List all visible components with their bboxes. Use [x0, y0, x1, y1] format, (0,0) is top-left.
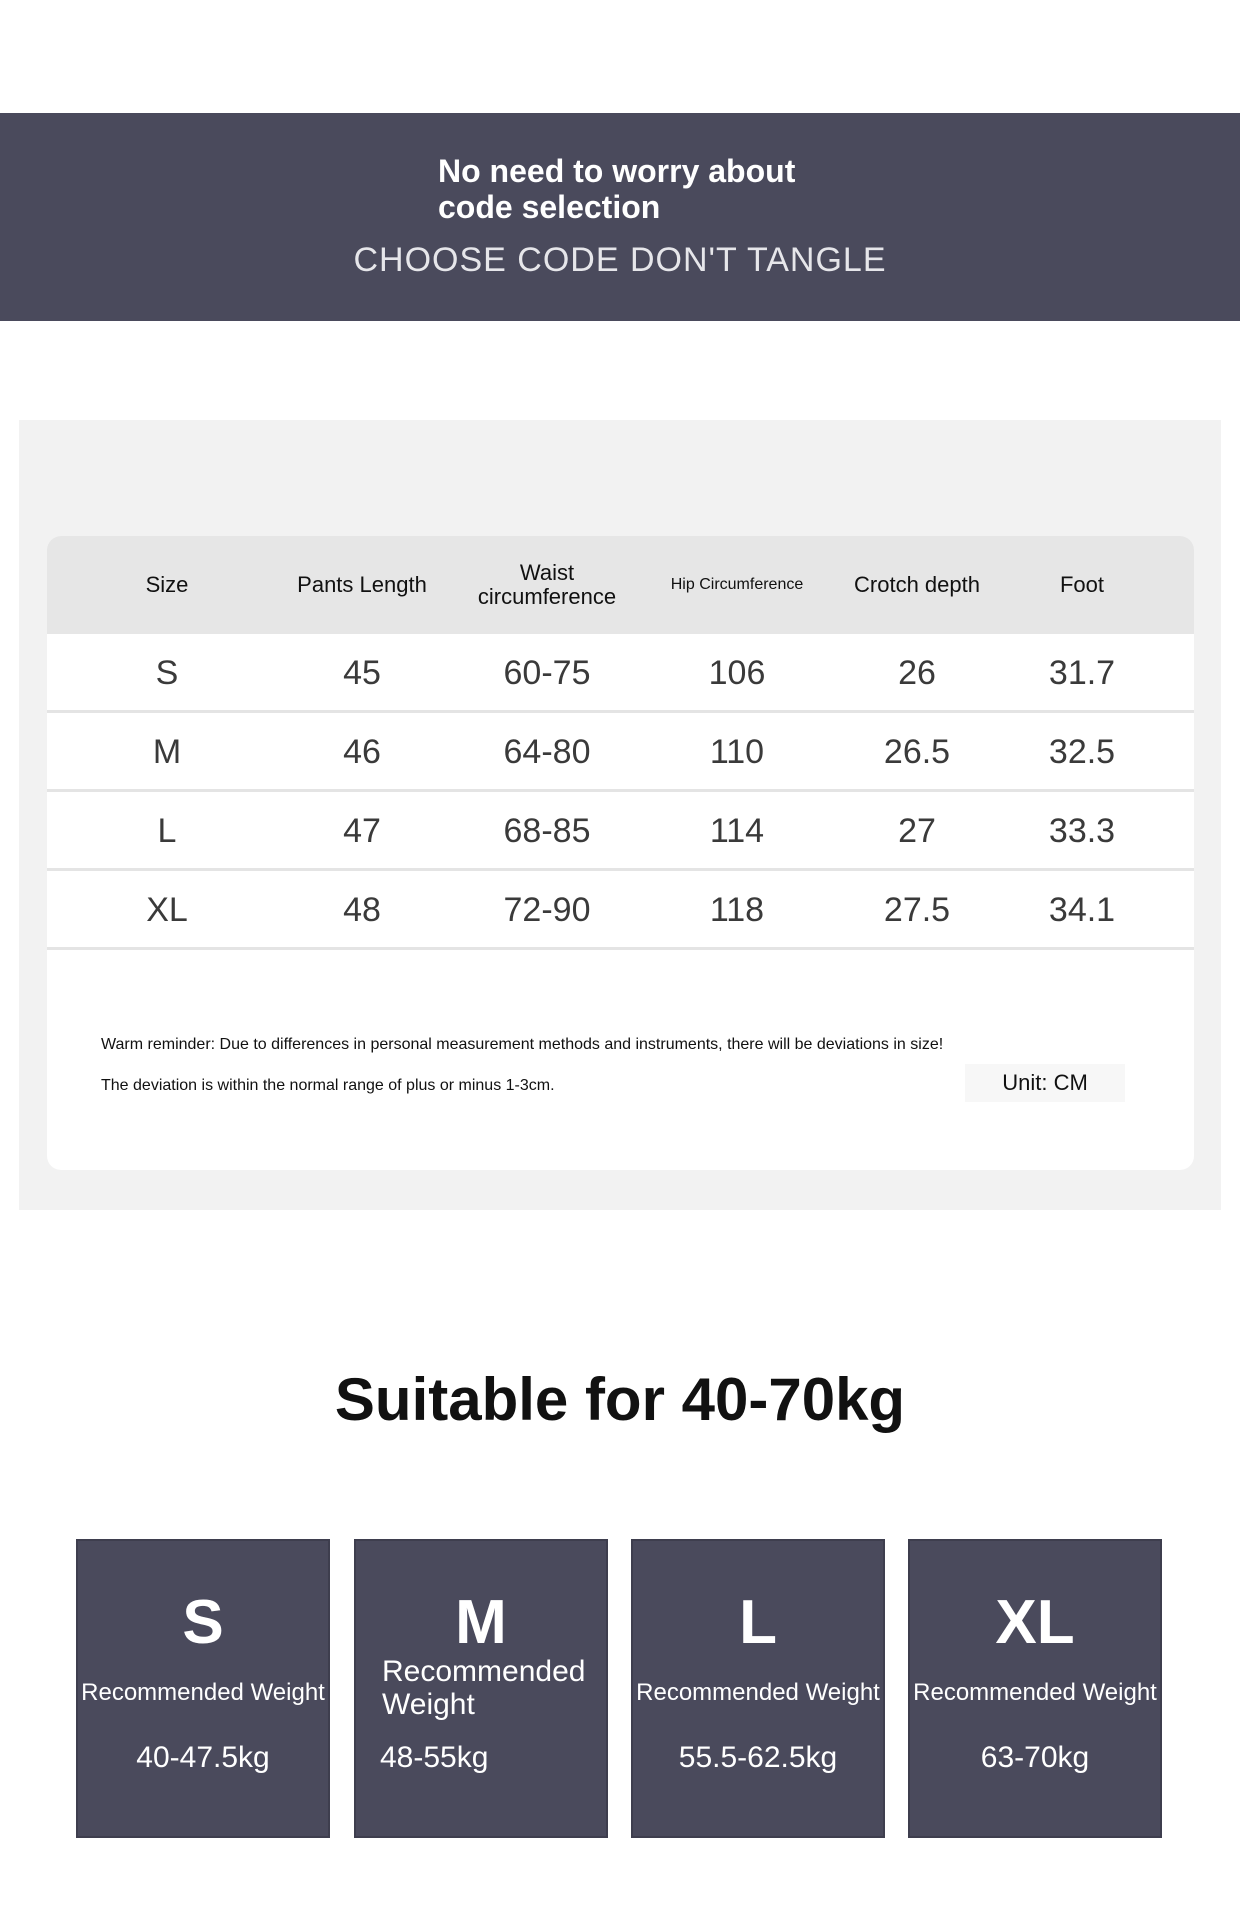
card-size-label: S [182, 1588, 224, 1657]
cell-pants-length: 48 [343, 891, 381, 929]
header-size: Size [145, 572, 189, 597]
cell-pants-length: 45 [343, 654, 381, 692]
cell-size: S [155, 654, 179, 692]
cell-foot: 34.1 [1048, 891, 1116, 929]
cell-crotch-depth: 27 [898, 812, 936, 850]
cell-crotch-depth: 26 [898, 654, 936, 692]
header-waist: Waist circumference [477, 560, 617, 609]
cell-foot: 31.7 [1048, 654, 1116, 692]
deviation-note-text: The deviation is within the normal range of plus or minus 1-3cm. [101, 1077, 555, 1094]
cell-size: XL [146, 891, 188, 929]
size-chart-card [47, 536, 1194, 1170]
top-banner [0, 113, 1240, 321]
cell-pants-length: 47 [343, 812, 381, 850]
card-weight-range: 63-70kg [980, 1741, 1090, 1774]
cell-crotch-depth: 27.5 [883, 891, 951, 929]
table-row [47, 713, 1194, 792]
size-chart-panel [19, 420, 1221, 1210]
cell-waist: 60-75 [503, 654, 591, 692]
warm-reminder-text: Warm reminder: Due to differences in personal measurement methods and instruments, there will be deviations in size! [101, 1036, 944, 1053]
card-size-label: XL [995, 1588, 1075, 1657]
weight-card-s [76, 1539, 330, 1838]
card-recommended-label: Recommended Weight [913, 1679, 1157, 1706]
table-row [47, 792, 1194, 871]
cell-hip: 106 [708, 654, 766, 692]
card-weight-range: 40-47.5kg [136, 1741, 270, 1774]
header-hip: Hip Circumference [670, 576, 804, 593]
cell-size: M [152, 733, 182, 771]
card-recommended-label: Recommended Weight [382, 1655, 586, 1721]
banner-title: No need to worry about code selection [438, 153, 796, 225]
cell-hip: 114 [709, 812, 765, 850]
cell-crotch-depth: 26.5 [883, 733, 951, 771]
header-crotch-depth: Crotch depth [854, 572, 980, 597]
cell-size: L [157, 812, 177, 850]
card-recommended-label: Recommended Weight [81, 1679, 325, 1706]
cell-pants-length: 46 [343, 733, 381, 771]
card-weight-range: 55.5-62.5kg [678, 1741, 838, 1774]
cell-foot: 33.3 [1048, 812, 1116, 850]
card-recommended-label: Recommended Weight [636, 1679, 880, 1706]
weight-card-m [354, 1539, 608, 1838]
cell-hip: 118 [709, 891, 765, 929]
table-row [47, 871, 1194, 950]
weight-card-l [631, 1539, 885, 1838]
card-size-label: M [455, 1588, 507, 1657]
card-weight-range: 48-55kg [380, 1741, 489, 1774]
card-size-label: L [739, 1588, 777, 1657]
cell-waist: 68-85 [503, 812, 591, 850]
header-foot: Foot [1059, 572, 1105, 597]
unit-label: Unit: CM [965, 1064, 1125, 1102]
cell-waist: 64-80 [503, 733, 591, 771]
cell-foot: 32.5 [1048, 733, 1116, 771]
cell-waist: 72-90 [503, 891, 591, 929]
cell-hip: 110 [709, 733, 765, 771]
weight-card-xl [908, 1539, 1162, 1838]
table-row [47, 634, 1194, 713]
banner-subtitle: CHOOSE CODE DON'T TANGLE [353, 241, 887, 279]
table-header [47, 536, 1194, 634]
header-pants-length: Pants Length [297, 572, 427, 597]
suitable-weight-title: Suitable for 40-70kg [334, 1366, 906, 1433]
